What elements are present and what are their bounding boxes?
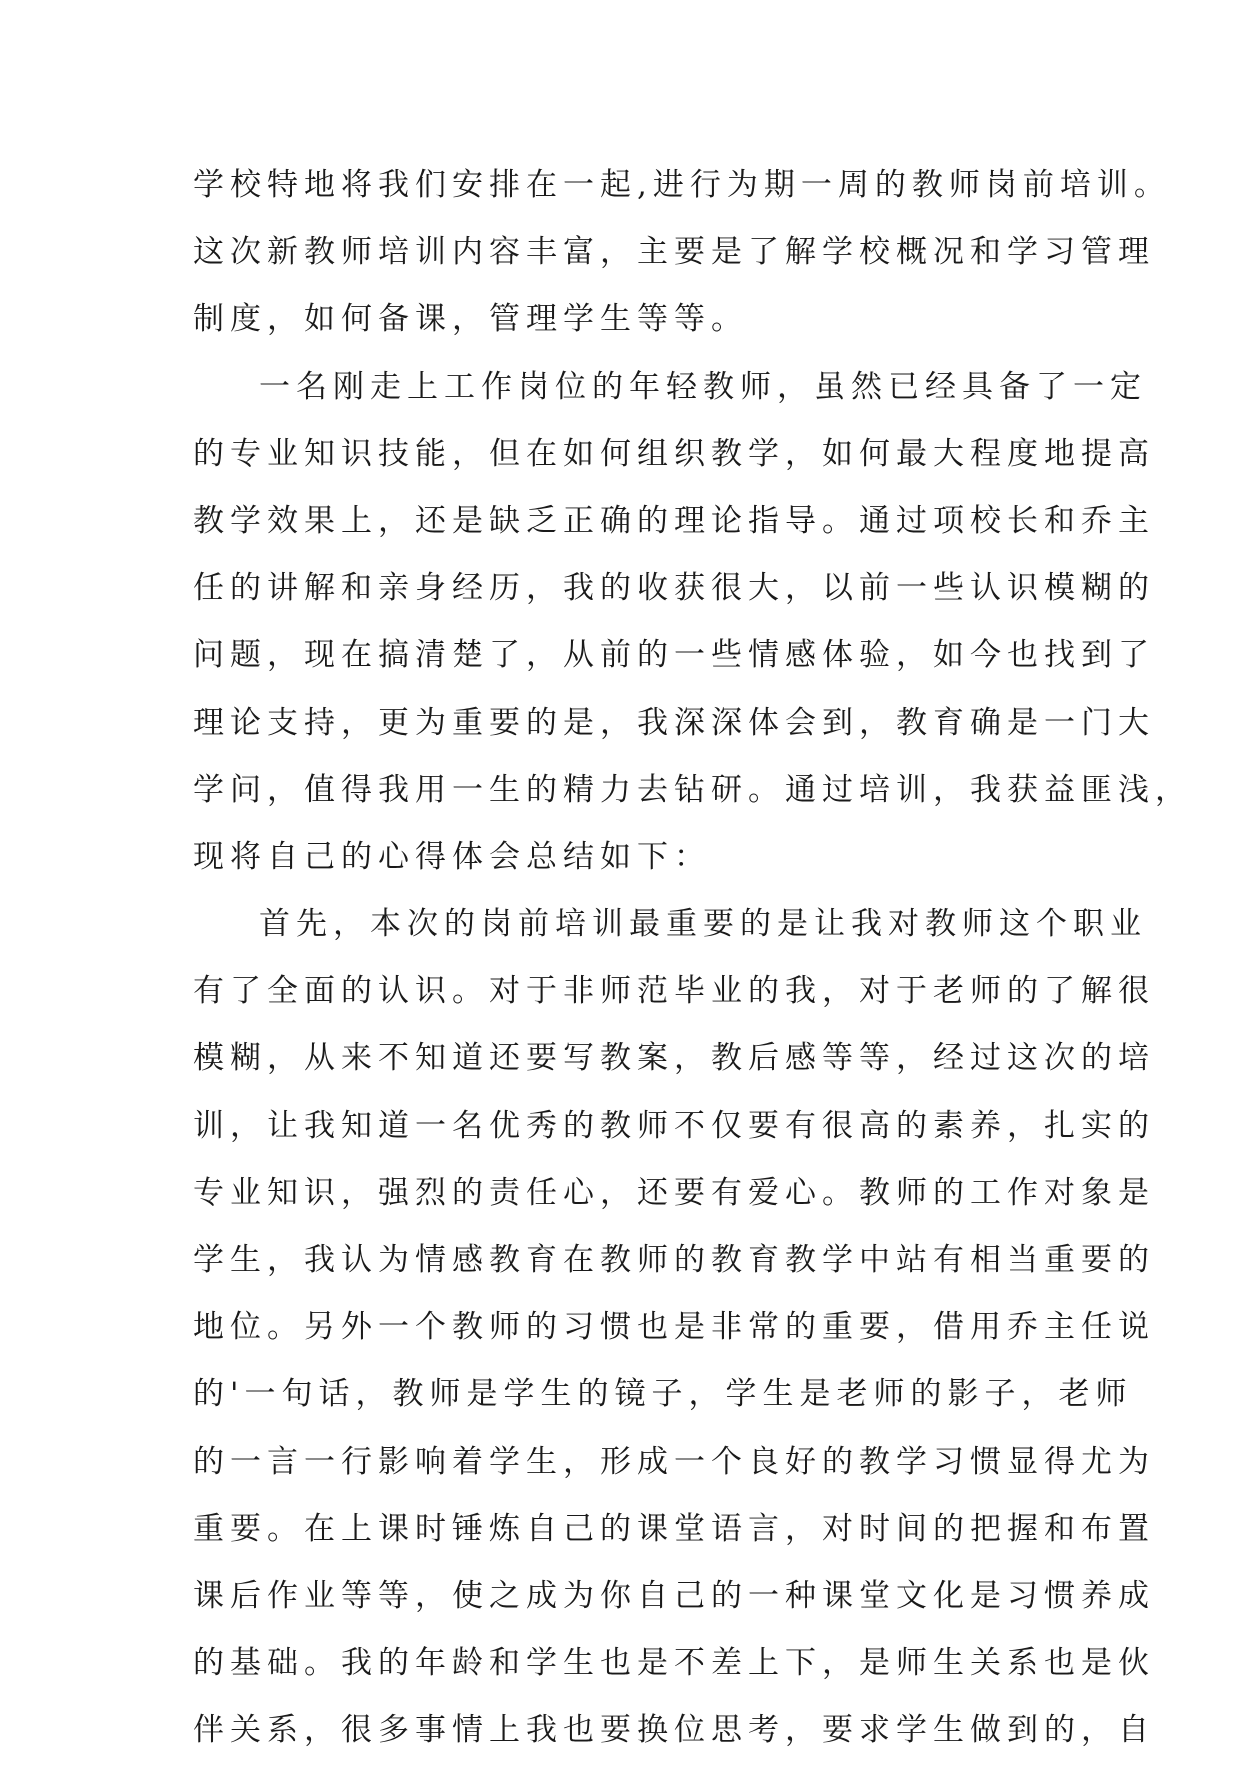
- text-line: 课后作业等等，使之成为你自己的一种课堂文化是习惯养成: [193, 1577, 1155, 1614]
- text-line: 制度，如何备课，管理学生等等。: [193, 301, 748, 338]
- text-line: 学问，值得我用一生的精力去钻研。通过培训，我获益匪浅，: [193, 771, 1192, 808]
- text-line: 的基础。我的年龄和学生也是不差上下，是师生关系也是伙: [193, 1645, 1155, 1682]
- body-text: [193, 152, 1192, 1765]
- text-line: 专业知识，强烈的责任心，还要有爱心。教师的工作对象是: [193, 1174, 1155, 1211]
- text-line: 教学效果上，还是缺乏正确的理论指导。通过项校长和乔主: [193, 502, 1155, 539]
- text-line: 的'一句话，教师是学生的镜子，学生是老师的影子，老师: [193, 1376, 1133, 1413]
- text-line: 问题，现在搞清楚了，从前的一些情感体验，如今也找到了: [193, 637, 1155, 674]
- text-line: 学生，我认为情感教育在教师的教育教学中站有相当重要的: [193, 1242, 1155, 1278]
- text-line: 这次新教师培训内容丰富，主要是了解学校概况和学习管理: [193, 234, 1155, 271]
- text-line: 现将自己的心得体会总结如下：: [193, 838, 711, 875]
- paragraph-start-line: 一名刚走上工作岗位的年轻教师，虽然已经具备了一定: [259, 368, 1147, 405]
- text-line: 训，让我知道一名优秀的教师不仅要有很高的素养，扎实的: [193, 1107, 1155, 1144]
- text-line: 的专业知识技能，但在如何组织教学，如何最大程度地提高: [193, 435, 1155, 472]
- text-line: 任的讲解和亲身经历，我的收获很大，以前一些认识模糊的: [193, 570, 1155, 607]
- text-line: 伴关系，很多事情上我也要换位思考，要求学生做到的，自: [193, 1712, 1155, 1749]
- text-line: 重要。在上课时锤炼自己的课堂语言，对时间的把握和布置: [193, 1510, 1155, 1547]
- text-line: 有了全面的认识。对于非师范毕业的我，对于老师的了解很: [193, 973, 1155, 1010]
- text-line: 理论支持，更为重要的是，我深深体会到，教育确是一门大: [193, 704, 1155, 741]
- text-line: 地位。另外一个教师的习惯也是非常的重要，借用乔主任说: [193, 1309, 1155, 1346]
- text-line: 学校特地将我们安排在一起,进行为期一周的教师岗前培训。: [193, 167, 1171, 203]
- paragraph-start-line: 首先，本次的岗前培训最重要的是让我对教师这个职业: [259, 906, 1147, 943]
- text-line: 的一言一行影响着学生，形成一个良好的教学习惯显得尤为: [193, 1443, 1155, 1480]
- text-line: 模糊，从来不知道还要写教案，教后感等等，经过这次的培: [193, 1040, 1155, 1077]
